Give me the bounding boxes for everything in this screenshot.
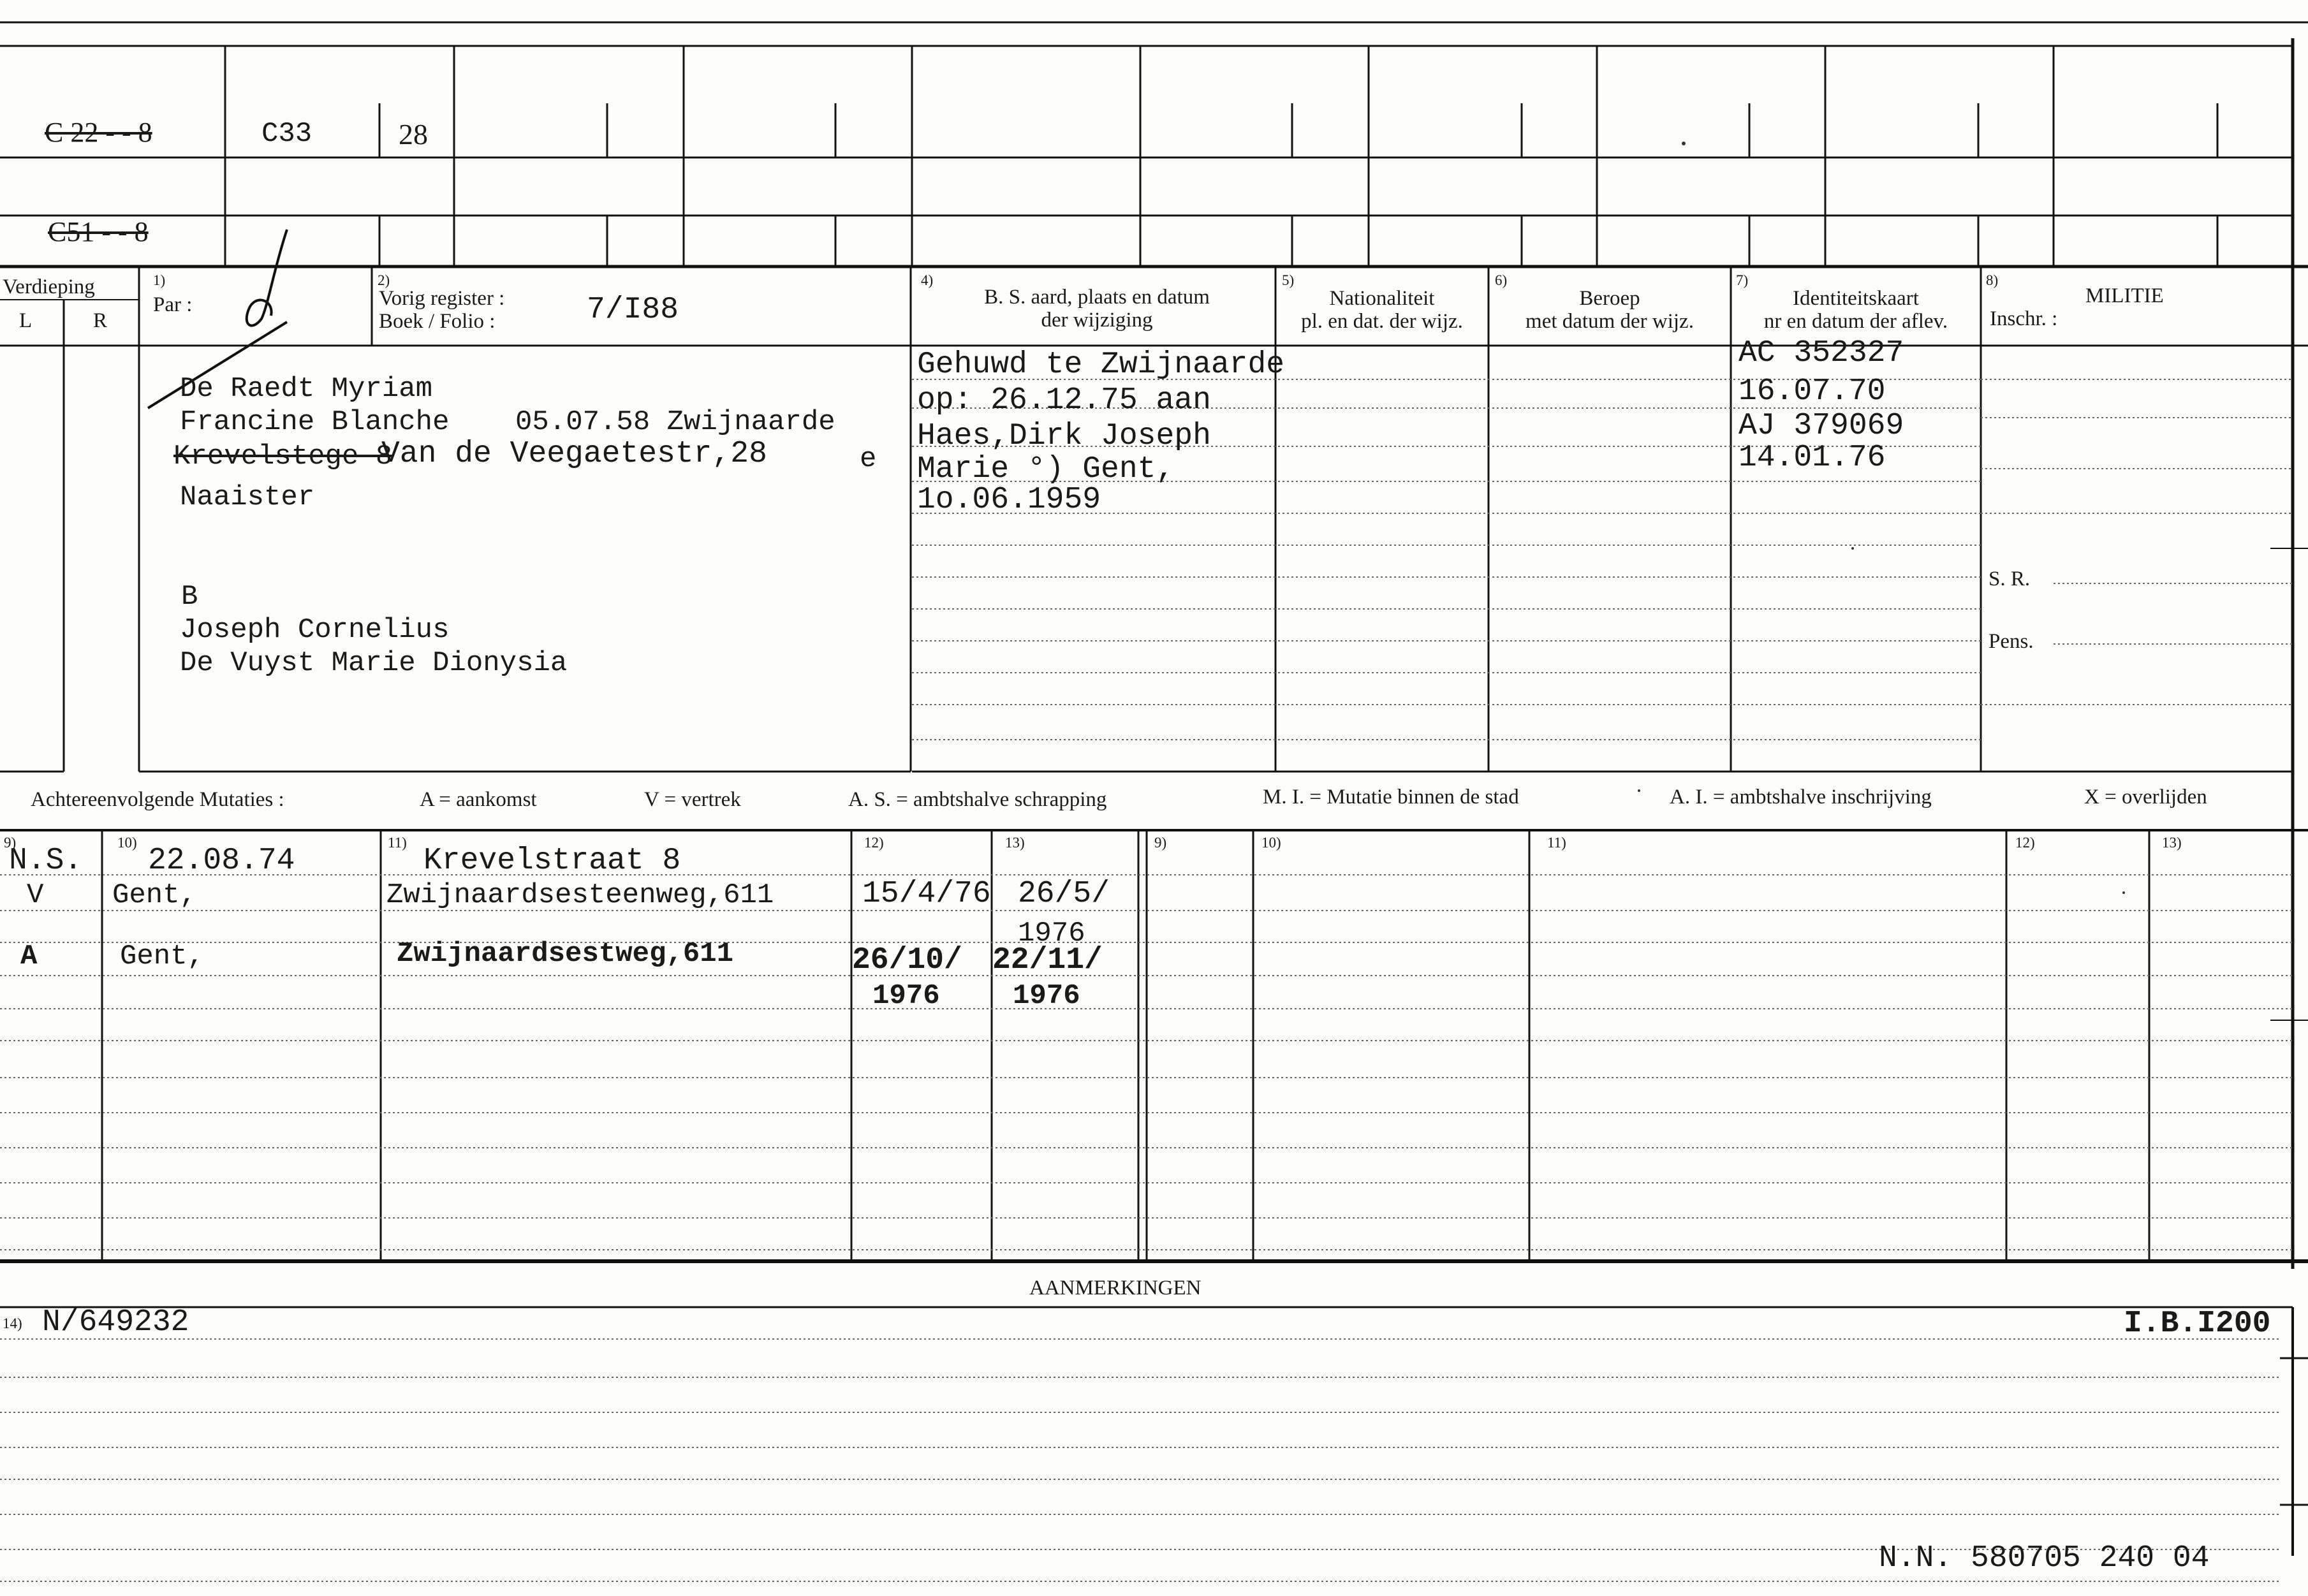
remarks-value: N/649232 [42,1305,189,1340]
person-address-suffix: e [860,443,877,475]
nat-label-line2: pl. en dat. der wijz. [1301,310,1463,333]
identity-line-1: AC 352327 [1738,336,1904,370]
legend-x: X = overlijden [2084,786,2207,809]
field-num-6: 6) [1495,272,1508,288]
mutation-1-code: N.S. [9,844,83,878]
legend-mi: M. I. = Mutatie binnen de stad [1263,786,1519,809]
remarks-right-code: I.B.I200 [2124,1307,2271,1341]
mutation-2-code: V [27,879,44,911]
mutation-3-address: Zwijnaardsestweg,611 [397,938,734,970]
mutation-2-date12: 15/4/76 [862,877,991,911]
national-number: N.N. 580705 240 04 [1879,1541,2210,1576]
vorig-register-value: 7/I88 [587,293,679,327]
person-name: De Raedt Myriam [180,373,433,405]
id-label-line1: Identiteitskaart [1793,287,1919,310]
inschr-label: Inschr. : [1990,307,2058,330]
field-num-4: 4) [921,272,934,288]
person-parents-label: B [181,581,198,613]
field-num-7: 7) [1736,272,1749,288]
mut-col-num-10b: 10) [1261,835,1281,851]
boek-folio-label: Boek / Folio : [379,310,496,333]
civil-status-line-4: Marie °) Gent, [917,452,1175,487]
identity-line-4: 14.01.76 [1738,441,1886,475]
field-num-1: 1) [153,272,166,288]
person-given-names: Francine Blanche [180,406,450,438]
nat-label-line1: Nationaliteit [1329,287,1435,310]
field-num-8: 8) [1986,272,1999,288]
mutation-3-place: Gent, [120,941,205,972]
field-num-2: 2) [378,272,390,288]
mut-col-num-9: 9) [4,835,17,851]
legend-v: V = vertrek [644,788,741,811]
pens-label: Pens. [1988,630,2034,653]
mut-col-num-13: 13) [1005,835,1025,851]
legend-ai: A. I. = ambtshalve inschrijving [1670,786,1932,809]
civil-status-line-1: Gehuwd te Zwijnaarde [917,348,1285,382]
bs-label-line1: B. S. aard, plaats en datum [984,286,1210,309]
mut-col-num-11: 11) [388,835,407,851]
mutation-3-date12-year: 1976 [872,980,940,1012]
mutation-2-date13: 26/5/ [1018,877,1110,911]
mutation-3-date13: 22/11/ [992,943,1103,977]
person-address: Van de Veegaetestr,28 [381,437,767,471]
beroep-label-line2: met datum der wijz. [1525,310,1694,333]
sr-label: S. R. [1988,567,2031,590]
legend-title: Achtereenvolgende Mutaties : [31,788,284,811]
top-c33: C33 [261,118,312,150]
person-father: Joseph Cornelius [180,614,450,646]
mutation-3-code: A [20,941,38,972]
field-num-5: 5) [1282,272,1295,288]
mutation-1-address: Krevelstraat 8 [423,844,681,878]
col-l-label: L [19,309,33,332]
civil-status-line-5: 1o.06.1959 [917,483,1101,517]
identity-line-2: 16.07.70 [1738,374,1886,409]
mut-col-num-9b: 9) [1154,835,1167,851]
id-label-line2: nr en datum der aflev. [1763,310,1948,333]
person-mother: De Vuyst Marie Dionysia [180,647,568,679]
civil-status-line-2: op: 26.12.75 aan [917,383,1211,418]
legend-a: A = aankomst [420,788,537,811]
militie-label: MILITIE [2085,284,2164,307]
mutation-2-address: Zwijnaardsesteenweg,611 [386,879,774,911]
mutation-2-date13-year: 1976 [1018,918,1085,949]
mut-col-num-10: 10) [117,835,137,851]
verdieping-label: Verdieping [3,275,95,298]
field-num-14: 14) [3,1315,22,1331]
par-label: Par : [153,293,193,316]
bs-label-line2: der wijziging [1041,309,1153,332]
person-old-address: Krevelstege 8 [173,441,393,472]
mut-col-num-12b: 12) [2015,835,2035,851]
civil-status-line-3: Haes,Dirk Joseph [917,419,1211,453]
mutation-3-date12: 26/10/ [852,943,962,977]
mutation-2-place: Gent, [112,879,197,911]
top-code-row2: C51 - - 8 [48,216,149,247]
mutation-1-place: 22.08.74 [148,844,295,878]
top-code-row1: C 22 - - 8 [45,117,152,148]
person-birth: 05.07.58 Zwijnaarde [515,406,835,438]
legend-as: A. S. = ambtshalve schrapping [848,788,1107,811]
mutation-3-date13-year: 1976 [1013,980,1080,1012]
vorig-register-label: Vorig register : [379,287,505,310]
col-r-label: R [93,309,108,332]
beroep-label-line1: Beroep [1579,287,1640,310]
identity-line-3: AJ 379069 [1738,409,1904,443]
top-28: 28 [399,118,428,150]
mut-col-num-11b: 11) [1547,835,1566,851]
remarks-title: AANMERKINGEN [1029,1277,1202,1299]
person-occupation: Naaister [180,481,315,513]
mut-col-num-13b: 13) [2162,835,2182,851]
mut-col-num-12: 12) [864,835,884,851]
